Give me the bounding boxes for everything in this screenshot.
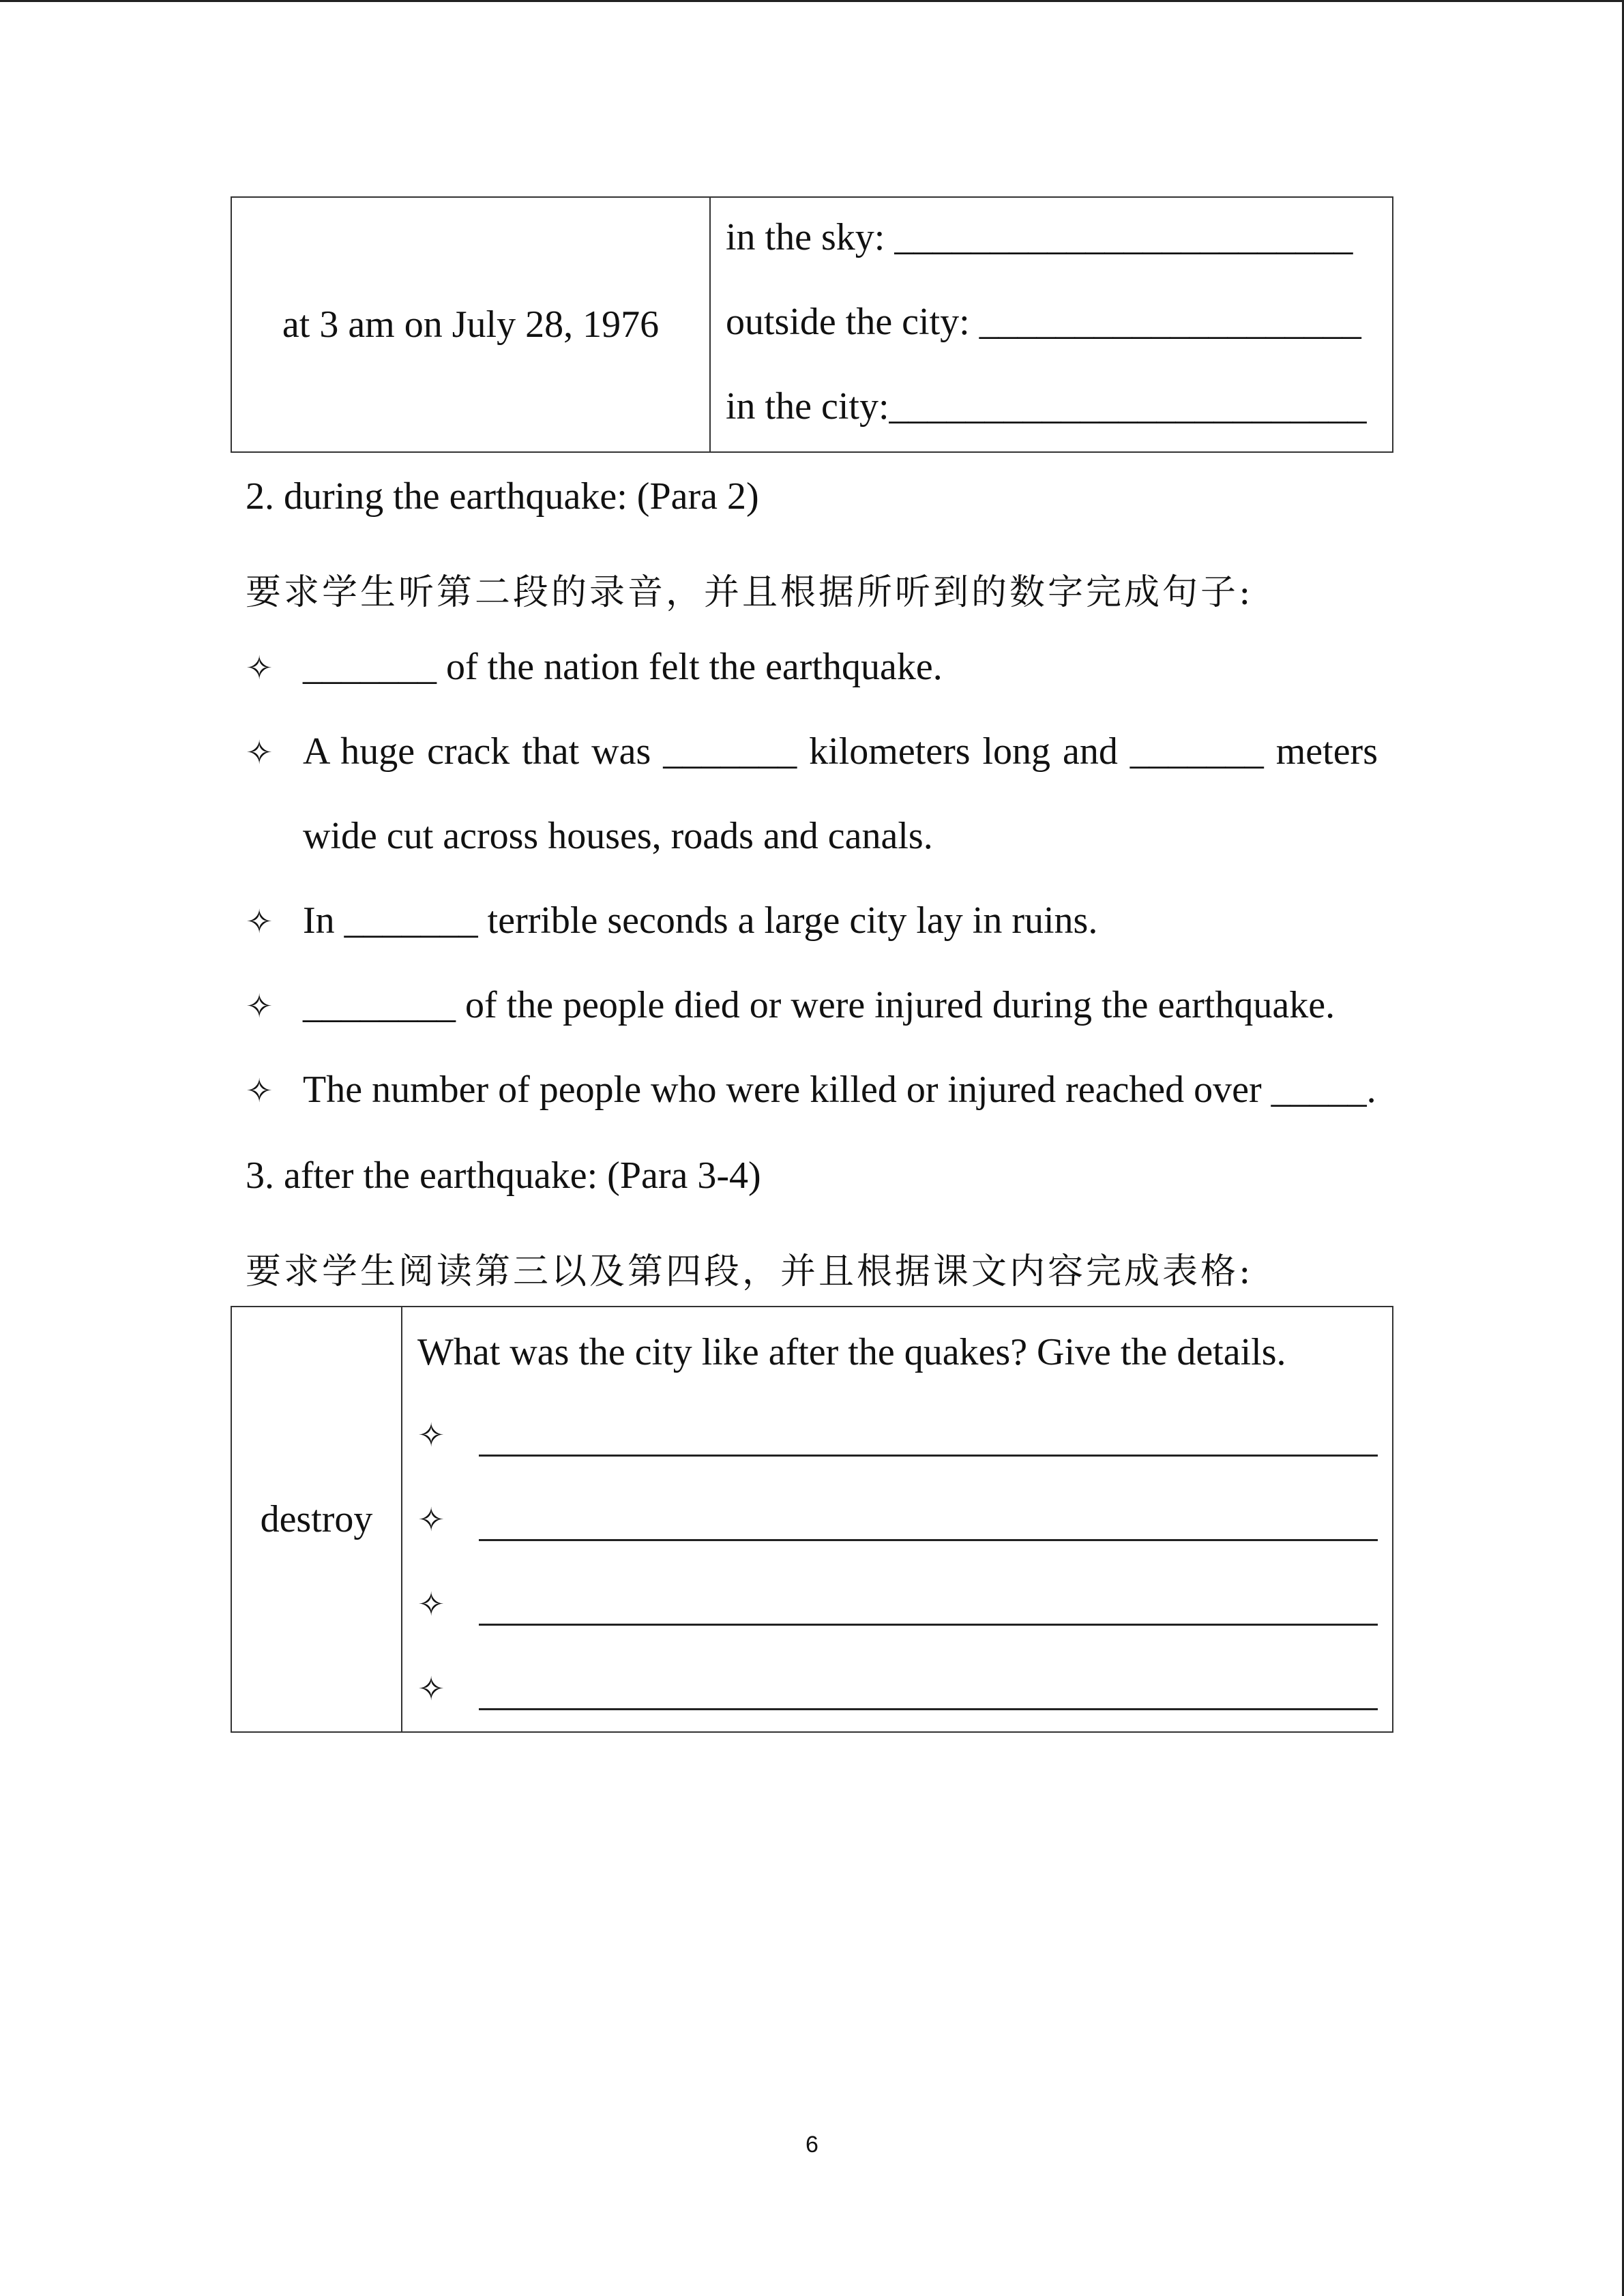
section2-heading: 2. during the earthquake: (Para 2) xyxy=(246,475,759,518)
answer-line-2[interactable] xyxy=(479,1539,1378,1541)
section2-item-3: In _______ terrible seconds a large city lay in ruins. xyxy=(303,899,1098,942)
page-number: 6 xyxy=(806,2132,818,2158)
bullet-star-icon: ✧ xyxy=(417,1501,445,1539)
table1-details-cell xyxy=(711,198,1392,451)
answer-line-4[interactable] xyxy=(479,1708,1378,1710)
table2-keyword-cell xyxy=(232,1307,402,1731)
section2-item-1: _______ of the nation felt the earthquake. xyxy=(303,646,943,688)
section3-instruction: 要求学生阅读第三以及第四段，并且根据课文内容完成表格: xyxy=(246,1251,1254,1292)
table2-details-cell xyxy=(402,1307,1392,1731)
section2-item-2-continued: wide cut across houses, roads and canals. xyxy=(303,815,933,857)
table2-keyword-text: destroy xyxy=(260,1498,373,1540)
bullet-star-icon: ✧ xyxy=(246,649,274,687)
table-earthquake-before xyxy=(231,196,1393,453)
table1-time-text: at 3 am on July 28, 1976 xyxy=(282,303,660,346)
section2-item-4: ________ of the people died or were injured during the earthquake. xyxy=(303,984,1335,1026)
table1-row-outside: outside the city: ____________________ xyxy=(726,301,1361,343)
answer-line-3[interactable] xyxy=(479,1624,1378,1626)
table2-question: What was the city like after the quakes? Give the details. xyxy=(417,1331,1286,1373)
bullet-star-icon: ✧ xyxy=(417,1670,445,1708)
section2-item-5: The number of people who were killed or injured reached over _____. xyxy=(303,1069,1376,1111)
table-earthquake-after xyxy=(231,1306,1393,1733)
section2-item-2: A huge crack that was _______ kilometers long and _______ meters xyxy=(303,730,1378,773)
bullet-star-icon: ✧ xyxy=(417,1585,445,1624)
answer-line-1[interactable] xyxy=(479,1455,1378,1457)
table1-row-sky: in the sky: ________________________ xyxy=(726,216,1353,258)
page-top-border xyxy=(0,0,1624,2)
bullet-star-icon: ✧ xyxy=(246,987,274,1026)
table1-row-city: in the city:_________________________ xyxy=(726,385,1367,428)
section3-heading: 3. after the earthquake: (Para 3-4) xyxy=(246,1154,761,1197)
bullet-star-icon: ✧ xyxy=(246,734,274,772)
bullet-star-icon: ✧ xyxy=(246,1072,274,1110)
table1-time-cell xyxy=(232,198,711,451)
section2-instruction: 要求学生听第二段的录音，并且根据所听到的数字完成句子: xyxy=(246,572,1254,613)
bullet-star-icon: ✧ xyxy=(246,903,274,941)
bullet-star-icon: ✧ xyxy=(417,1416,445,1455)
